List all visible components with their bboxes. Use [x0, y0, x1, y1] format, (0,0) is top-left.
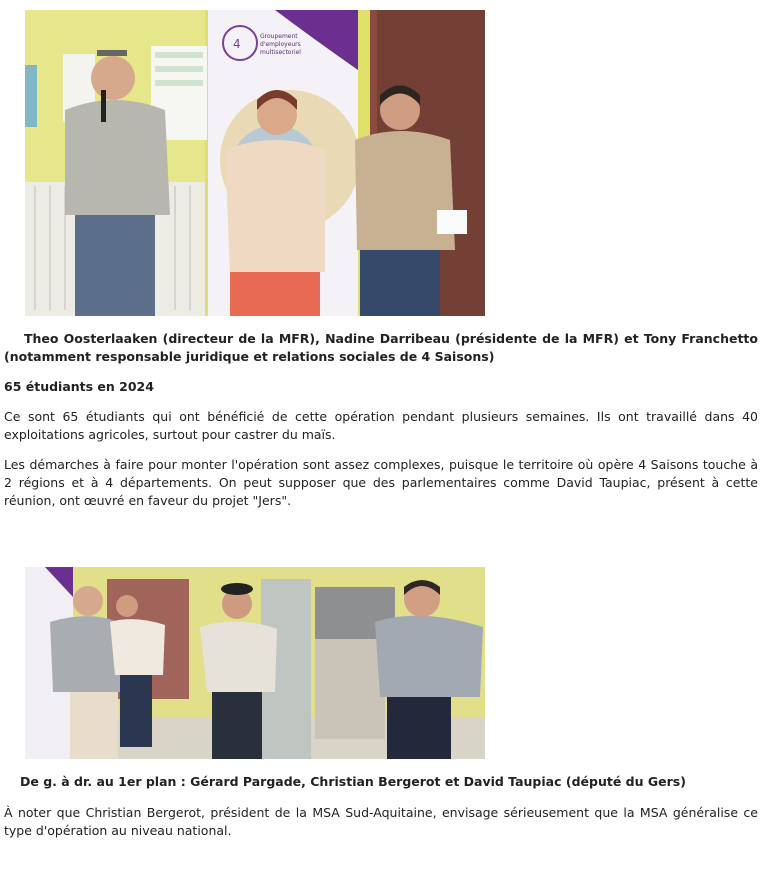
paragraph-2: Les démarches à faire pour monter l'opération sont assez complexes, puisque le territoire où opère 4 Saisons touche à 2 régions et à 4 départements. On peut supposer que des parlementaires comme David Taupiac, présent à cette réunion, ont œuvré en faveur du projet "Jers". — [4, 457, 758, 508]
paragraph-1: Ce sont 65 étudiants qui ont bénéficié de cette opération pendant plusieurs semaines. Ils ont travaillé dans 40 exploitations agricoles, surtout pour castrer du maïs. — [4, 409, 758, 442]
photo-speakers — [25, 10, 485, 316]
photo-officials-image — [25, 567, 485, 759]
banner-line1: Groupement — [260, 33, 298, 40]
banner-line2: d'employeurs — [260, 41, 301, 48]
banner-line3: multisectoriel — [260, 49, 301, 56]
paragraph-3: À noter que Christian Bergerot, président de la MSA Sud-Aquitaine, envisage sérieusement que la MSA généralise ce type d'opération au niveau national. — [4, 805, 758, 838]
photo-speakers-image — [25, 10, 485, 316]
photo-officials — [25, 567, 485, 759]
svg-text:4: 4 — [233, 37, 241, 51]
photo-caption-1: Theo Oosterlaaken (directeur de la MFR), Nadine Darribeau (présidente de la MFR) et Tony Franchetto (notamment responsable juridique et relations sociales de 4 Saisons) — [4, 331, 758, 364]
section-heading: 65 étudiants en 2024 — [4, 379, 154, 394]
photo-caption-2: De g. à dr. au 1er plan : Gérard Pargade, Christian Bergerot et David Taupiac (député du Gers) — [20, 774, 686, 789]
